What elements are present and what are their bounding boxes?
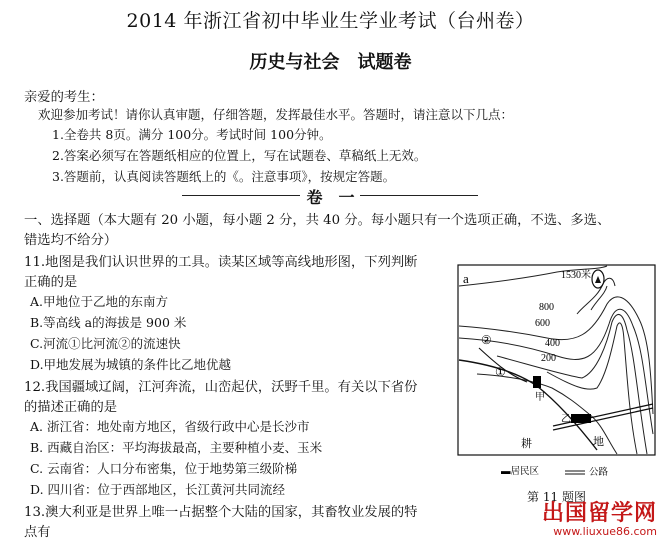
question-option: C.河流①比河流②的流速快 <box>30 336 181 351</box>
exam-subtitle: 历史与社会 试题卷 <box>249 52 412 73</box>
section-intro-cont: 错选均不给分） <box>24 233 118 248</box>
place-yi-label: 乙 <box>561 414 571 425</box>
watermark <box>542 502 657 538</box>
contour-label: 800 <box>539 302 554 313</box>
settlement-yi <box>571 414 591 423</box>
farmland-label: 耕 <box>521 438 532 450</box>
contour-label: 600 <box>535 318 550 329</box>
peak-elevation-label: 1530米 <box>561 270 591 281</box>
question-stem: 11.地图是我们认识世界的工具。读某区域等高线地形图，下列判断 <box>24 255 418 270</box>
figure-caption: 第 11 题图 <box>527 490 586 504</box>
instruction-item: 2.答案必须写在答题纸相应的位置上，写在试题卷、草稿纸上无效。 <box>52 148 427 163</box>
question-option: C. 云南省：人口分布密集，位于地势第三级阶梯 <box>30 461 298 476</box>
exam-title: 2014 年浙江省初中毕业生学业考试（台州卷） <box>126 10 535 32</box>
question-option: B. 西藏自治区：平均海拔最高，主要种植小麦、玉米 <box>30 440 323 455</box>
contour-a-label: a <box>463 271 469 286</box>
question-option: D. 四川省：位于西部地区，长江黄河共同流经 <box>30 482 286 497</box>
instruction-intro: 欢迎参加考试！请你认真审题，仔细答题，发挥最佳水平。答题时，请注意以下几点： <box>38 107 514 122</box>
legend-settlement: ▬居民区 <box>501 467 540 477</box>
instruction-item: 3.答题前，认真阅读答题纸上的《。注意事项》，按规定答题。 <box>52 169 396 184</box>
question-option: D.甲地发展为城镇的条件比乙地优越 <box>30 357 232 372</box>
farmland-label: 地 <box>593 436 604 448</box>
section-intro: 一、选择题（本大题有 20 小题，每小题 2 分，共 40 分。每小题只有一个选项正确，不选、多选、 <box>24 213 611 228</box>
river-1-label: ① <box>495 365 506 379</box>
contour-label: 400 <box>545 338 560 349</box>
settlement-jia <box>533 376 541 388</box>
section-title: 卷 一 <box>306 188 355 207</box>
question-stem-cont: 点有 <box>24 525 51 540</box>
legend-road: 公路 <box>589 468 609 478</box>
question-option: B.等高线 a的海拔是 900 米 <box>30 315 187 330</box>
instruction-item: 1.全卷共 8页。满分 100分。考试时间 100分钟。 <box>52 127 332 142</box>
question-stem: 13.澳大利亚是世界上唯一占据整个大陆的国家，其畜牧业发展的特 <box>24 505 418 520</box>
contour-map-figure <box>457 264 656 483</box>
river-2-label: ② <box>481 333 492 347</box>
question-option: A. 浙江省：地处南方地区，省级行政中心是长沙市 <box>30 419 310 434</box>
place-jia-label: 甲 <box>535 392 545 403</box>
greeting: 亲爱的考生： <box>24 90 104 105</box>
watermark-logo-text: 出国留学网 <box>541 501 657 526</box>
contour-label: 200 <box>541 353 556 364</box>
question-stem: 12.我国疆域辽阔，江河奔流，山峦起伏，沃野千里。有关以下省份 <box>24 380 418 395</box>
question-option: A.甲地位于乙地的东南方 <box>30 294 169 309</box>
question-stem-cont: 正确的是 <box>24 275 78 290</box>
watermark-url: www.liuxue86.com <box>553 525 657 538</box>
question-stem-cont: 的描述正确的是 <box>24 400 118 415</box>
